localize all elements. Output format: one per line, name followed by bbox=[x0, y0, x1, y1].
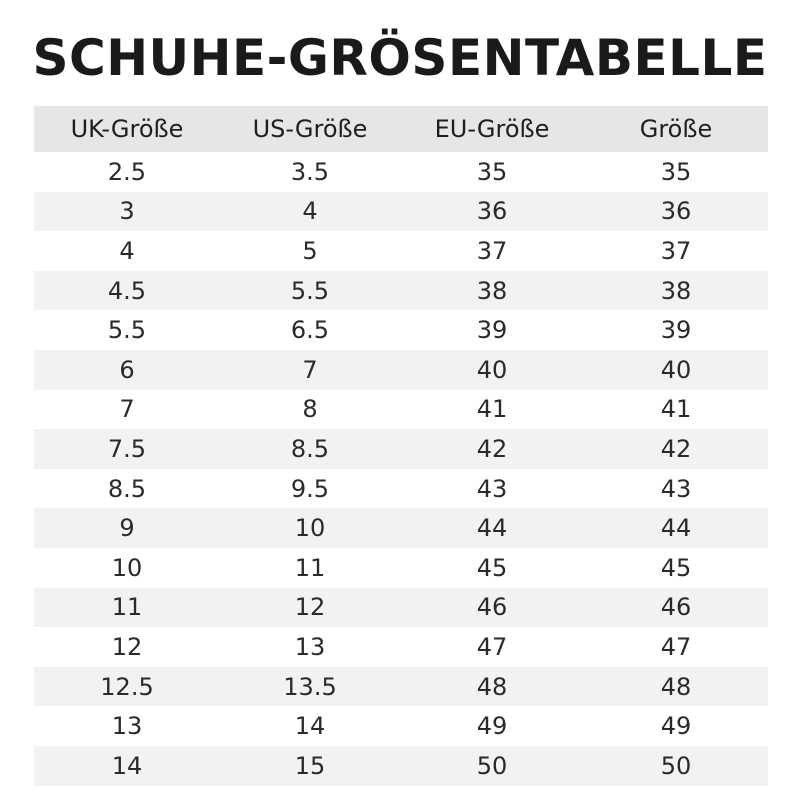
cell-us-size: 4 bbox=[220, 192, 400, 232]
header-eu-size: EU-Größe bbox=[400, 106, 584, 152]
cell-us-size: 13.5 bbox=[220, 667, 400, 707]
cell-us-size: 13 bbox=[220, 627, 400, 667]
cell-size: 49 bbox=[584, 706, 768, 746]
cell-uk-size: 4 bbox=[34, 231, 220, 271]
cell-size: 47 bbox=[584, 627, 768, 667]
cell-size: 46 bbox=[584, 588, 768, 628]
table-row bbox=[34, 588, 768, 628]
cell-eu-size: 46 bbox=[400, 588, 584, 628]
cell-uk-size: 13 bbox=[34, 706, 220, 746]
cell-us-size: 12 bbox=[220, 588, 400, 628]
header-size: Größe bbox=[584, 106, 768, 152]
cell-size: 44 bbox=[584, 508, 768, 548]
table-row bbox=[34, 746, 768, 786]
header-uk-size: UK-Größe bbox=[34, 106, 220, 152]
cell-uk-size: 12 bbox=[34, 627, 220, 667]
cell-us-size: 5.5 bbox=[220, 271, 400, 311]
cell-us-size: 7 bbox=[220, 350, 400, 390]
cell-eu-size: 38 bbox=[400, 271, 584, 311]
cell-us-size: 10 bbox=[220, 508, 400, 548]
cell-size: 43 bbox=[584, 469, 768, 509]
cell-eu-size: 43 bbox=[400, 469, 584, 509]
cell-eu-size: 36 bbox=[400, 192, 584, 232]
cell-uk-size: 12.5 bbox=[34, 667, 220, 707]
table-header-row bbox=[34, 106, 768, 152]
table-row bbox=[34, 310, 768, 350]
table-row bbox=[34, 192, 768, 232]
table-row bbox=[34, 667, 768, 707]
cell-uk-size: 11 bbox=[34, 588, 220, 628]
table-row bbox=[34, 429, 768, 469]
cell-eu-size: 42 bbox=[400, 429, 584, 469]
cell-size: 41 bbox=[584, 390, 768, 430]
cell-eu-size: 45 bbox=[400, 548, 584, 588]
size-table bbox=[34, 106, 768, 786]
cell-us-size: 14 bbox=[220, 706, 400, 746]
cell-eu-size: 39 bbox=[400, 310, 584, 350]
table-row bbox=[34, 350, 768, 390]
cell-us-size: 6.5 bbox=[220, 310, 400, 350]
table-row bbox=[34, 548, 768, 588]
page-title: SCHUHE-GRÖSENTABELLE bbox=[32, 29, 768, 87]
cell-size: 40 bbox=[584, 350, 768, 390]
cell-eu-size: 47 bbox=[400, 627, 584, 667]
cell-size: 45 bbox=[584, 548, 768, 588]
cell-us-size: 3.5 bbox=[220, 152, 400, 192]
cell-uk-size: 5.5 bbox=[34, 310, 220, 350]
cell-size: 48 bbox=[584, 667, 768, 707]
table-body bbox=[34, 152, 768, 786]
cell-uk-size: 4.5 bbox=[34, 271, 220, 311]
cell-us-size: 15 bbox=[220, 746, 400, 786]
cell-uk-size: 7 bbox=[34, 390, 220, 430]
table-row bbox=[34, 469, 768, 509]
table-row bbox=[34, 271, 768, 311]
cell-eu-size: 48 bbox=[400, 667, 584, 707]
cell-size: 50 bbox=[584, 746, 768, 786]
cell-uk-size: 2.5 bbox=[34, 152, 220, 192]
cell-us-size: 5 bbox=[220, 231, 400, 271]
cell-uk-size: 3 bbox=[34, 192, 220, 232]
table-row bbox=[34, 152, 768, 192]
table-row bbox=[34, 390, 768, 430]
cell-us-size: 8.5 bbox=[220, 429, 400, 469]
cell-uk-size: 14 bbox=[34, 746, 220, 786]
cell-size: 42 bbox=[584, 429, 768, 469]
cell-uk-size: 6 bbox=[34, 350, 220, 390]
cell-eu-size: 41 bbox=[400, 390, 584, 430]
table-row bbox=[34, 231, 768, 271]
cell-uk-size: 8.5 bbox=[34, 469, 220, 509]
cell-size: 38 bbox=[584, 271, 768, 311]
cell-uk-size: 7.5 bbox=[34, 429, 220, 469]
cell-uk-size: 10 bbox=[34, 548, 220, 588]
cell-size: 36 bbox=[584, 192, 768, 232]
cell-size: 35 bbox=[584, 152, 768, 192]
cell-eu-size: 35 bbox=[400, 152, 584, 192]
cell-us-size: 11 bbox=[220, 548, 400, 588]
header-us-size: US-Größe bbox=[220, 106, 400, 152]
cell-us-size: 8 bbox=[220, 390, 400, 430]
cell-us-size: 9.5 bbox=[220, 469, 400, 509]
cell-uk-size: 9 bbox=[34, 508, 220, 548]
table-row bbox=[34, 508, 768, 548]
cell-eu-size: 37 bbox=[400, 231, 584, 271]
cell-eu-size: 44 bbox=[400, 508, 584, 548]
cell-eu-size: 49 bbox=[400, 706, 584, 746]
cell-eu-size: 40 bbox=[400, 350, 584, 390]
cell-size: 37 bbox=[584, 231, 768, 271]
cell-eu-size: 50 bbox=[400, 746, 584, 786]
cell-size: 39 bbox=[584, 310, 768, 350]
table-row bbox=[34, 627, 768, 667]
table-row bbox=[34, 706, 768, 746]
